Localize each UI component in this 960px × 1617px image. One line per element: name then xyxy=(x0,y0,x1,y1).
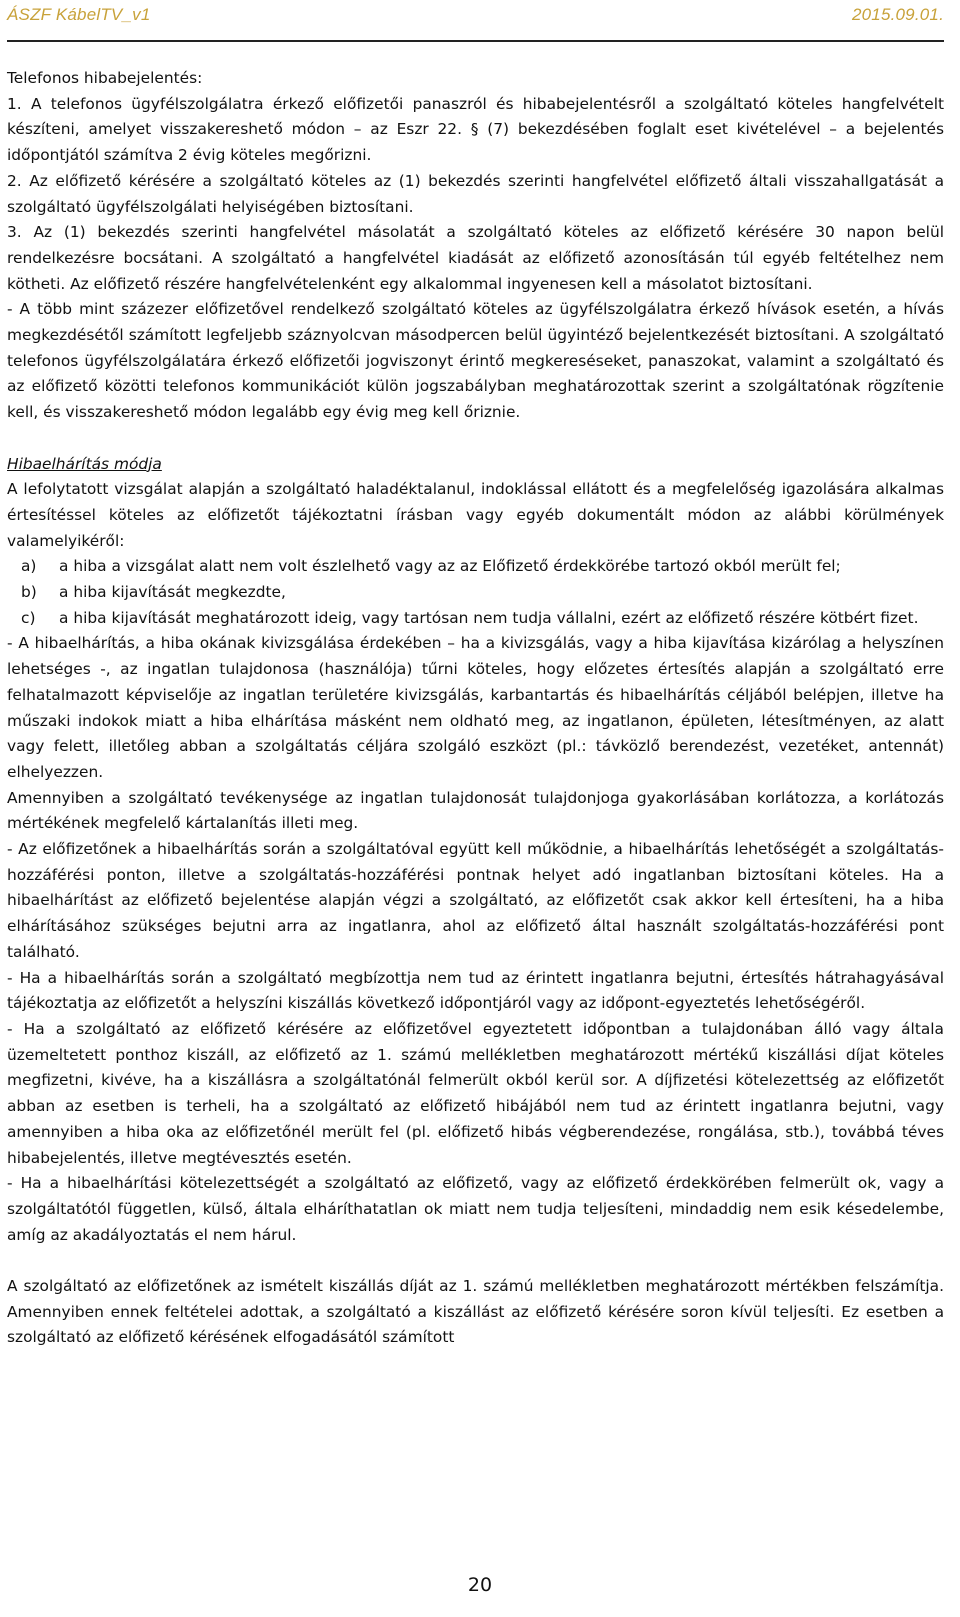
paragraph: 3. Az (1) bekezdés szerinti hangfelvétel másolatát a szolgáltató köteles az előfizető kérésére 30 napon belül rendelkezésre bocsátani. A szolgáltató a hangfelvétel kiadását az előfizető azonosításán túl egyéb feltételhez nem kötheti. Az előfizető részére hangfelvételenként egy alkalommal ingyenesen kell a másolatot biztosítani. xyxy=(7,223,944,293)
paragraph: 2. Az előfizető kérésére a szolgáltató köteles az (1) bekezdés szerinti hangfelvétel előfizető általi visszahallgatását a szolgáltató ügyfélszolgálati helyiségében biztosítani. xyxy=(7,171,944,216)
page-header xyxy=(7,2,944,42)
paragraph: - Ha a hibaelhárítási kötelezettségét a szolgáltató az előfizető, vagy az előfizető érdekkörében felmerült ok, vagy a szolgáltatótól független, külső, általa elháríthatatlan ok miatt nem tudja teljesíteni, mindaddig nem esik késedelembe, amíg az akadályoztatás el nem hárul. xyxy=(7,1174,944,1244)
list-item xyxy=(7,554,944,580)
header-date: 2015.09.01. xyxy=(851,5,944,24)
page-number: 20 xyxy=(467,1574,493,1596)
paragraph: - Az előfizetőnek a hibaelhárítás során a szolgáltatóval együtt kell működnie, a hibaelhárítás lehetőségét a szolgáltatás-hozzáférési ponton, illetve a szolgáltatás-hozzáférési pontnak helyet adó ingatlanban biztosítani köteles. Ha a hibaelhárítást az előfizető bejelentése alapján végzi a szolgáltató, az előfizetőt csak akkor kell értesíteni, ha a hiba elhárításához szükséges bejutni arra az ingatlanra, ahol az előfizető által használt szolgáltatás-hozzáférési pont található. xyxy=(7,840,944,961)
paragraph: - A hibaelhárítás, a hiba okának kivizsgálása érdekében – ha a kivizsgálás, vagy a hiba kijavítása kizárólag a helyszínen lehetséges -, az ingatlan tulajdonosa (használója) tűrni köteles, hogy előzetes értesítés alapján a szolgáltató erre felhatalmazott képviselője az ingatlan területére kivizsgálás, karbantartás és hibaelhárítás céljából belépjen, illetve ha műszaki indokok miatt a hiba elhárítása másként nem oldható meg, az ingatlanon, épületen, létesítményen, az alatt vagy felett, illetőleg abban a szolgáltatás céljára szolgáló eszközt (pl.: távközlő berendezést, vezetéket, antennát) elhelyezzen. xyxy=(7,634,944,781)
header-document-title: ÁSZF KábelTV_v1 xyxy=(7,5,151,24)
spacer xyxy=(7,426,944,452)
section-heading-hibaelharitas: Hibaelhárítás módja xyxy=(7,454,162,473)
list-item xyxy=(7,606,944,632)
document-body xyxy=(7,66,944,1351)
paragraph: - A több mint százezer előfizetővel rendelkező szolgáltató köteles az ügyfélszolgálatra érkező hívások esetén, a hívás megkezdésétől számított legfeljebb száznyolcvan másodpercen belül ügyintéző bejelentkezését biztosítani. A szolgáltató telefonos ügyfélszolgálatára érkező előfizetői jogviszonyt érintő megkereséseket, panaszokat, valamint a szolgáltató és az előfizető közötti telefonos kommunikációt külön jogszabályban meghatározottak szerint a szolgáltatónak rögzítenie kell, és visszakereshető módon legalább egy évig meg kell őriznie. xyxy=(7,300,944,422)
paragraph: A lefolytatott vizsgálat alapján a szolgáltató haladéktalanul, indoklással ellátott és a megfelelőség igazolására alkalmas értesítéssel köteles az előfizetőt tájékoztatni írásban vagy egyéb dokumentált módon az alábbi körülmények valamelyikéről: xyxy=(7,480,944,550)
list-item-text: a hiba a vizsgálat alatt nem volt észlelhető vagy az az Előfizető érdekkörébe tartozó okból merült fel; xyxy=(59,557,841,576)
list-marker: b) xyxy=(21,583,37,602)
paragraph: - Ha a szolgáltató az előfizető kérésére az előfizetővel egyeztetett időpontban a tulajdonában álló vagy általa üzemeltetett ponthoz kiszáll, az előfizető az 1. számú mellékletben meghatározott mértékű kiszállási díjat köteles megfizetni, kivéve, ha a kiszállásra a szolgáltatónál felmerült okból kerül sor. A díjfizetési kötelezettség az előfizetőt abban az esetben is terheli, ha a szolgáltató az előfizető hibájából nem tud az érintett ingatlanra bejutni, vagy amennyiben a hiba oka az előfizetőnél merült fel (pl. előfizető hibás végberendezése, rongálása, stb.), továbbá téves hibabejelentés, illetve megtévesztés esetén. xyxy=(7,1020,944,1167)
spacer xyxy=(7,1248,944,1274)
list-item xyxy=(7,580,944,606)
list-item-text: a hiba kijavítását meghatározott ideig, vagy tartósan nem tudja vállalni, ezért az előfizető részére kötbért fizet. xyxy=(59,608,919,627)
paragraph: Amennyiben a szolgáltató tevékenysége az ingatlan tulajdonosát tulajdonjoga gyakorlásában korlátozza, a korlátozás mértékének megfelelő kártalanítás illeti meg. xyxy=(7,788,944,833)
paragraph: 1. A telefonos ügyfélszolgálatra érkező előfizetői panaszról és hibabejelentésről a szolgáltató köteles hangfelvételt készíteni, amelyet visszakereshető módon – az Eszr 22. § (7) bekezdésében foglalt eset kivételével – a bejelentés időpontjától számítva 2 évig köteles megőrizni. xyxy=(7,94,944,165)
list-marker: c) xyxy=(21,608,36,627)
list-marker: a) xyxy=(21,557,37,576)
list-item-text: a hiba kijavítását megkezdte, xyxy=(59,583,286,602)
paragraph: A szolgáltató az előfizetőnek az ismételt kiszállás díját az 1. számú mellékletben meghatározott mértékben felszámítja. Amennyiben ennek feltételei adottak, a szolgáltató a kiszállást az előfizető kérésére soron kívül teljesíti. Ez esetben a szolgáltató az előfizető kérésének elfogadásától számított xyxy=(7,1277,944,1347)
section-heading-telefonos: Telefonos hibabejelentés: xyxy=(7,69,203,87)
paragraph: - Ha a hibaelhárítás során a szolgáltató megbízottja nem tud az érintett ingatlanra bejutni, értesítés hátrahagyásával tájékoztatja az előfizetőt a helyszíni kiszállás következő időpontjáról vagy az időpont-egyeztetés lehetőségéről. xyxy=(7,968,944,1013)
